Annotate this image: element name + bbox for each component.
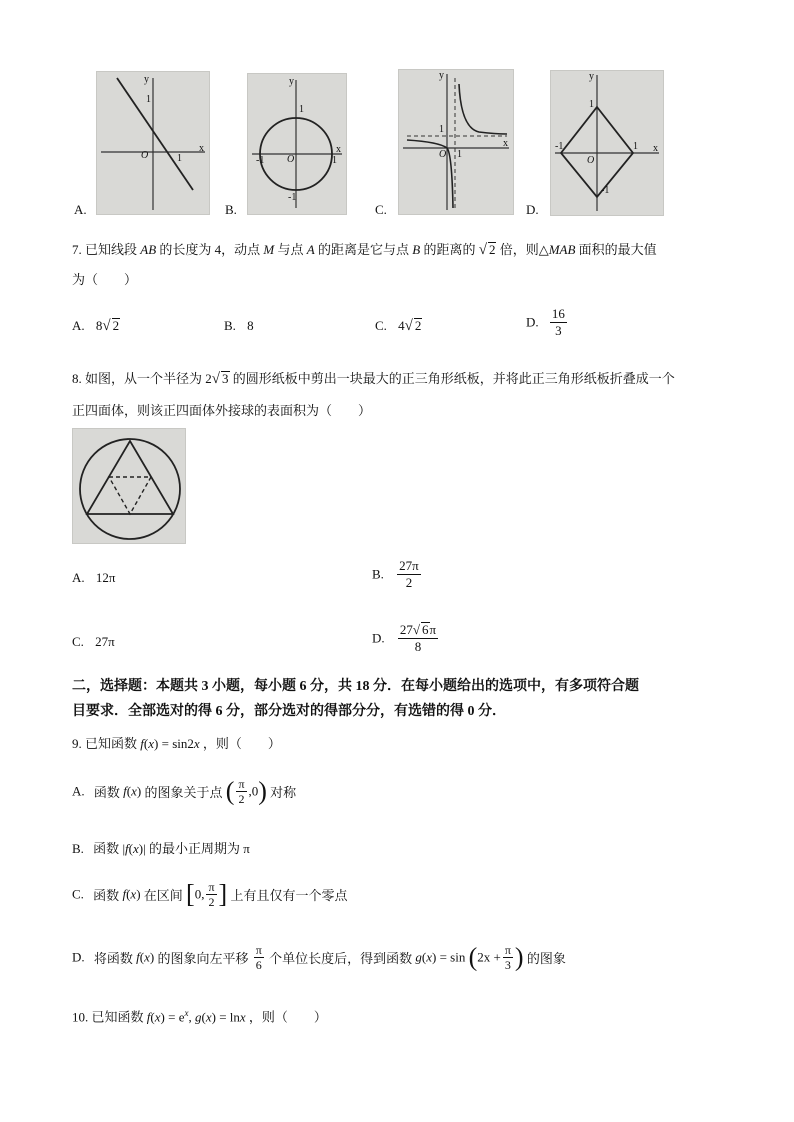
- bracket: [: [186, 879, 195, 909]
- q7-text: 已知线段: [85, 242, 138, 257]
- q8-text: 的圆形纸板中剪出一块最大的正三角形纸板，并将此正三角形纸板折叠成一个: [232, 371, 675, 386]
- graph-b-neg-one-label: -1: [288, 192, 297, 203]
- q7-option-a[interactable]: [72, 318, 120, 335]
- q8-text: 正四面体，则该正四面体外接球的表面积为（ ）: [72, 403, 372, 418]
- fraction-root: 6: [422, 622, 429, 637]
- graph-a-x-label: x: [199, 143, 204, 154]
- graph-d-image: [550, 70, 664, 216]
- option-text: 个单位长度后，得到函数: [269, 951, 413, 966]
- option-text: 将函数: [93, 951, 133, 966]
- fraction: [398, 622, 438, 655]
- q7-var-a: A: [306, 242, 315, 257]
- option-label: B.: [224, 318, 236, 333]
- fraction-numerator: π: [238, 777, 245, 791]
- q6-option-c-label: C.: [375, 202, 387, 217]
- q8-option-b[interactable]: [372, 558, 423, 591]
- paren: ): [258, 776, 267, 806]
- graph-d-x-label: x: [653, 143, 658, 154]
- fraction-numerator: 16: [551, 306, 565, 321]
- var-x: x: [133, 841, 139, 856]
- graph-a-one-x-label: 1: [177, 153, 182, 164]
- fraction-denominator: 2: [208, 895, 215, 909]
- graph-c-svg: [399, 70, 513, 214]
- q8-stem-line1: [72, 370, 732, 388]
- var-x: x: [154, 1009, 161, 1025]
- var-x: x: [193, 736, 200, 751]
- option-text: 2x +: [477, 949, 501, 965]
- q8-option-c[interactable]: [72, 634, 115, 650]
- q10-number: 10.: [72, 1009, 89, 1025]
- q7-var-ab: AB: [140, 242, 157, 257]
- var-x: x: [130, 886, 137, 902]
- option-text: 函数: [93, 785, 120, 800]
- fraction-denominator: 3: [504, 958, 511, 972]
- option-label: B.: [372, 566, 384, 582]
- q10-stem: 10. 已知函数 $f(x) = e^x$, g(x) = lnx ，则（ ）: [72, 1008, 327, 1025]
- q8-figure-image: [72, 428, 186, 544]
- q9-option-b[interactable]: B. 函数 |f(x)| 的最小正周期为 π: [72, 841, 250, 856]
- exponent: x: [184, 1008, 189, 1018]
- fraction: [503, 943, 513, 972]
- fraction-denominator: 2: [238, 792, 245, 806]
- q7-text: 倍，则△: [499, 242, 549, 257]
- q7-var-mab: MAB: [548, 242, 576, 257]
- graph-c-x-label: x: [503, 138, 508, 149]
- var-x: x: [426, 949, 432, 965]
- q7-number: 7.: [72, 242, 82, 257]
- q7-text: 的距离的: [423, 242, 476, 257]
- section2-heading-line1: 二，选择题：本题共 3 小题，每小题 6 分，共 18 分．在每小题给出的选项中，有多项符合题: [72, 679, 639, 694]
- var-f: f: [125, 841, 129, 856]
- graph-b-origin-label: O: [287, 154, 295, 165]
- graph-b-one-label: 1: [299, 104, 304, 115]
- option-label: C.: [375, 318, 387, 333]
- var-x: x: [148, 736, 155, 751]
- sqrt-symbol: √: [412, 622, 421, 637]
- option-text: 对称: [270, 785, 297, 800]
- q7-option-b[interactable]: [224, 318, 254, 334]
- option-text: 的图象向左平移: [157, 951, 249, 966]
- fraction: [550, 306, 567, 339]
- fraction-numerator: [398, 622, 438, 639]
- option-text: 在区间: [143, 888, 183, 903]
- option-value: π: [243, 841, 250, 856]
- var-f: f: [136, 949, 140, 965]
- option-label: D.: [372, 630, 385, 646]
- option-text: 上有且仅有一个零点: [230, 888, 348, 903]
- q9-number: 9.: [72, 736, 82, 751]
- paren: ): [514, 942, 524, 972]
- option-text: 函数: [93, 888, 120, 903]
- graph-c-y-label: y: [439, 70, 444, 81]
- graph-c-one-x-label: 1: [457, 149, 462, 160]
- fraction-part: π: [429, 622, 437, 637]
- option-text: 的图象: [526, 951, 566, 966]
- fraction-numerator: π: [504, 943, 511, 957]
- graph-a-origin-label: O: [141, 150, 149, 161]
- graph-b-y-label: y: [289, 76, 294, 87]
- option-text: 的最小正周期为: [148, 841, 240, 856]
- sqrt-symbol: √: [404, 318, 413, 334]
- option-value: 27π: [95, 634, 115, 649]
- q9-text: ，则（ ）: [202, 736, 281, 751]
- graph-b-svg: [248, 74, 346, 214]
- option-label: A.: [72, 783, 85, 799]
- q8-option-d[interactable]: [372, 622, 440, 655]
- q9-option-c[interactable]: C. 函数 f(x) 在区间 [0, $\frac{\pi}{2}$ ] 上有且仅有一个零点: [72, 879, 348, 909]
- q7-option-c[interactable]: [375, 318, 422, 335]
- q8-option-a[interactable]: [72, 570, 115, 586]
- graph-b-image: [247, 73, 347, 215]
- option-label: D.: [526, 314, 539, 330]
- q9-text: 已知函数: [85, 736, 138, 751]
- option-text: ,0: [248, 783, 259, 799]
- q7-text: 的长度为 4，动点: [159, 242, 261, 257]
- option-text: = sin: [439, 949, 466, 965]
- fraction-numerator: π: [208, 880, 215, 894]
- option-label: A.: [72, 570, 85, 585]
- var-x: x: [205, 1009, 212, 1025]
- fraction-denominator: 2: [405, 575, 413, 590]
- fraction: [206, 880, 216, 909]
- graph-a-image: [96, 71, 210, 215]
- option-label: A.: [72, 318, 85, 333]
- graph-a-y-label: y: [144, 74, 149, 85]
- fraction: [236, 777, 246, 806]
- graph-b-neg-one-x-label: -1: [256, 155, 265, 166]
- graph-a-svg: [97, 72, 209, 214]
- q10-separator: ,: [188, 1009, 192, 1025]
- fraction-denominator: 6: [255, 958, 262, 972]
- graph-c-one-label: 1: [439, 124, 444, 135]
- q7-stem-line2: [72, 271, 732, 289]
- option-root: 2: [112, 318, 120, 333]
- q8-number: 8.: [72, 371, 82, 386]
- var-f: f: [123, 783, 127, 799]
- q8-figure-svg: [73, 429, 185, 543]
- q7-var-m: M: [263, 242, 275, 257]
- option-label: C.: [72, 886, 84, 902]
- sqrt-symbol: √: [478, 242, 487, 258]
- graph-b-one-x-label: 1: [332, 155, 337, 166]
- q9-stem: 9. 已知函数 f(x) = sin2x ，则（ ）: [72, 736, 281, 751]
- fraction-numerator: 27π: [399, 558, 419, 573]
- option-label: D.: [72, 949, 85, 965]
- q9-equation: = sin2: [161, 736, 194, 751]
- q7-option-d[interactable]: [526, 306, 569, 339]
- graph-b-x-label: x: [336, 144, 341, 155]
- q9-option-d[interactable]: D. 将函数 f(x) 的图象向左平移 $\frac{\pi}{6}$ 个单位长度后，得到函数 g(x) = sin (2x + $\frac{\pi}{3}$ ) 的图象: [72, 942, 566, 972]
- fraction: [254, 943, 264, 972]
- q10-equation: = ln: [219, 1009, 240, 1025]
- q6-option-b-label: B.: [225, 202, 237, 217]
- option-label: C.: [72, 634, 84, 649]
- q7-text: 为（ ）: [72, 272, 138, 287]
- graph-d-y-label: y: [589, 71, 594, 82]
- q7-var-b: B: [412, 242, 421, 257]
- option-value: 4: [398, 318, 405, 333]
- q9-option-a[interactable]: A. 函数 f(x) 的图象关于点 ( $\frac{\pi}{2}$ ,0) 对称: [72, 776, 297, 806]
- graph-d-one-x-label: 1: [633, 141, 638, 152]
- fraction: [397, 558, 421, 591]
- option-value: 8: [247, 318, 254, 333]
- q7-text: 与点: [277, 242, 304, 257]
- var-x: x: [131, 783, 137, 799]
- option-root: 2: [414, 318, 422, 333]
- graph-d-one-label: 1: [589, 99, 594, 110]
- option-value: 8: [95, 318, 103, 333]
- graph-d-neg-one-label: -1: [601, 185, 610, 196]
- q8-radius-coef: 2: [205, 371, 212, 386]
- var-f: f: [146, 1009, 151, 1025]
- q6-option-d-label: D.: [526, 202, 539, 217]
- q7-text: 的距离是它与点: [317, 242, 409, 257]
- paren: (: [225, 776, 235, 806]
- sqrt-symbol: √: [211, 371, 220, 387]
- fraction-denominator: 3: [555, 323, 562, 338]
- option-value: 12π: [95, 570, 116, 585]
- var-f: f: [140, 736, 144, 751]
- var-x: x: [239, 1009, 246, 1025]
- option-text: 函数: [93, 841, 120, 856]
- var-x: x: [144, 949, 150, 965]
- q10-text: ，则（ ）: [248, 1009, 327, 1025]
- fraction-part: 27: [399, 622, 413, 637]
- q8-text: 如图，从一个半径为: [85, 371, 203, 386]
- fraction-numerator: π: [255, 943, 262, 957]
- section2-heading-line2: 目要求．全部选对的得 6 分，部分选对的得部分分，有选错的得 0 分．: [72, 704, 506, 719]
- graph-c-image: [398, 69, 514, 215]
- graph-c-origin-label: O: [439, 149, 447, 160]
- paren: (: [468, 942, 478, 972]
- q7-root: 2: [488, 242, 496, 257]
- q8-stem-line2: [72, 402, 732, 420]
- graph-d-origin-label: O: [587, 155, 595, 166]
- graph-d-neg-one-x-label: -1: [555, 141, 564, 152]
- q10-equation: = e: [168, 1009, 185, 1025]
- graph-a-one-label: 1: [146, 94, 151, 105]
- q8-radius-root: 3: [222, 371, 229, 386]
- var-g: g: [415, 949, 422, 965]
- option-label: B.: [72, 841, 84, 856]
- bracket: ]: [218, 879, 228, 909]
- q7-text: 面积的最大值: [578, 242, 657, 257]
- fraction-denominator: 8: [414, 639, 422, 654]
- sqrt-symbol: √: [102, 318, 111, 334]
- q6-option-a-label: A.: [74, 202, 87, 217]
- option-text: 的图象关于点: [144, 785, 223, 800]
- var-g: g: [194, 1009, 202, 1025]
- q7-stem-line1: [72, 241, 732, 259]
- option-text: 0,: [194, 886, 205, 902]
- q10-text: 已知函数: [91, 1009, 144, 1025]
- var-f: f: [122, 886, 127, 902]
